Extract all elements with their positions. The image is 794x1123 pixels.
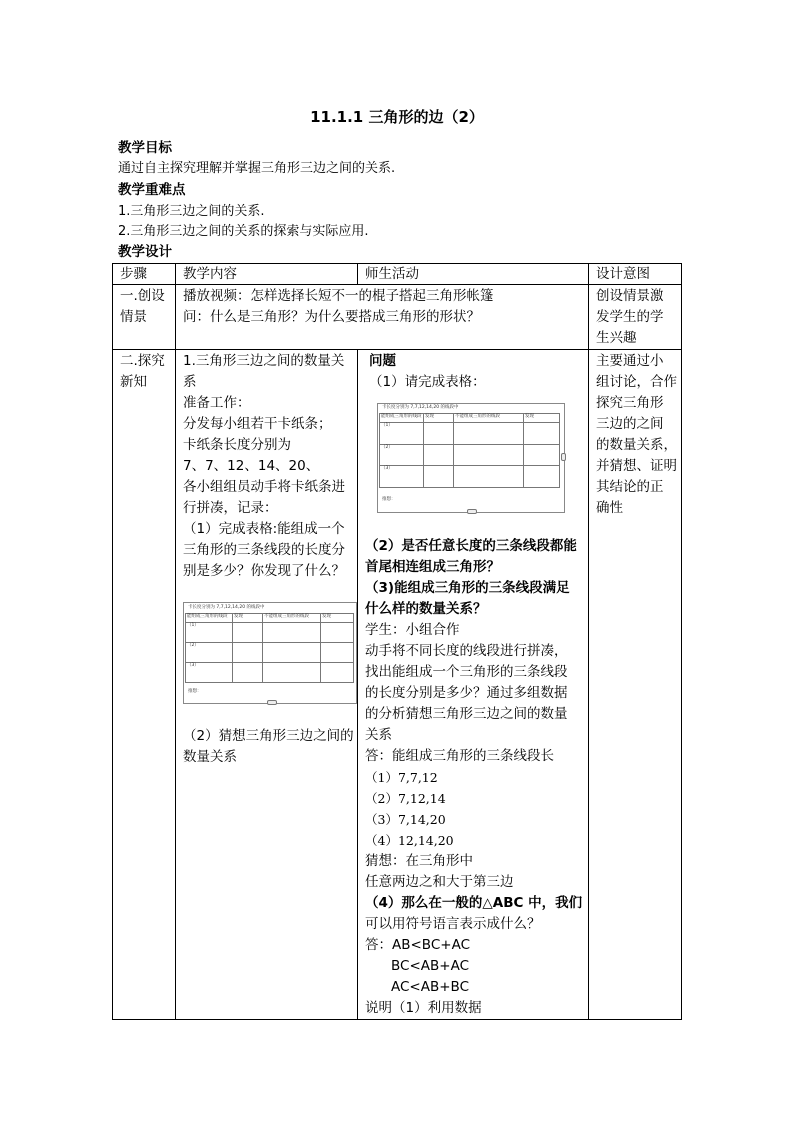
cell-line: 组讨论，合作: [596, 374, 677, 390]
mini-footer: 推想：: [188, 689, 202, 694]
mini-caption: 卡长度分别为 7,7,12,14,20 的线段中: [382, 405, 459, 410]
mini-cell: [233, 623, 263, 643]
goal-text: 通过自主探究理解并掌握三角形三边之间的关系.: [118, 161, 396, 176]
resize-handle-icon: [467, 509, 477, 514]
table-row: [113, 350, 682, 1020]
mini-footer: 推想：: [382, 497, 396, 502]
mini-cell: [263, 643, 321, 663]
mini-cell: [524, 444, 560, 466]
cell-line: 关系: [365, 727, 392, 743]
mini-cell: [263, 623, 321, 643]
mini-cell: [321, 623, 354, 643]
design-heading: 教学设计: [118, 244, 172, 260]
mini-cell: [424, 423, 454, 445]
mini-cell: [454, 466, 524, 488]
cell-line: （2）是否任意长度的三条线段都能: [365, 538, 577, 554]
mini-cell: （2）: [186, 643, 233, 663]
inequality-line: 答：AB<BC+AC: [365, 937, 470, 953]
cell-line: （1）请完成表格：: [369, 374, 486, 390]
cell-line: 说明（1）利用数据: [365, 1000, 482, 1016]
cell-line: 新知: [120, 374, 147, 390]
cell-line: 生兴趣: [596, 330, 637, 346]
mini-cell: [233, 643, 263, 663]
cell-line: 别是多少？你发现了什么？: [183, 563, 345, 579]
cell-line: 其结论的正: [596, 479, 664, 495]
cell-line: 学生：小组合作: [365, 622, 460, 638]
header-activity: 师生活动: [358, 264, 589, 285]
mini-table: [379, 413, 560, 488]
mini-cell: [454, 444, 524, 466]
key-item: 1.三角形三边之间的关系.: [118, 204, 265, 219]
mini-cell: [454, 423, 524, 445]
mini-header: 不能组成三角形的线段: [263, 614, 321, 623]
cell-line: 答：能组成三角形的三条线段长: [365, 748, 554, 764]
cell-line: 可以用符号语言表示成什么？: [365, 916, 541, 932]
resize-handle-icon: [561, 453, 566, 461]
mini-header: 不能组成三角形的线段: [454, 414, 524, 423]
step-cell: [113, 285, 176, 350]
cell-line: 情景: [120, 309, 147, 325]
cell-line: 创设情景激: [596, 288, 664, 304]
cell-line: 探究三角形: [596, 395, 664, 411]
cell-line: 猜想：在三角形中: [365, 853, 473, 869]
cell-line: 主要通过小: [596, 353, 664, 369]
cell-line: （1）完成表格:能组成一个: [183, 521, 345, 537]
cell-line: （3)能组成三角形的三条线段满足: [365, 580, 570, 596]
cell-line: 三角形的三条线段的长度分: [183, 542, 345, 558]
cell-line: 分发每小组若干卡纸条；: [183, 416, 332, 432]
cell-line: 并猜想、证明: [596, 458, 677, 474]
inequality-line: BC<AB+AC: [391, 958, 469, 974]
mini-cell: [263, 663, 321, 683]
mini-header: 发现: [424, 414, 454, 423]
key-heading: 教学重难点: [118, 182, 186, 198]
mini-cell: （2）: [380, 444, 424, 466]
mini-header: 能组成三角形的线段: [186, 614, 233, 623]
cell-line: 一.创设: [120, 288, 165, 304]
mini-cell: （3）: [186, 663, 233, 683]
cell-line: 1.三角形三边之间的数量关: [183, 353, 345, 369]
cell-line: 行拼凑，记录：: [183, 500, 278, 516]
lesson-design-table: [112, 263, 682, 1020]
mini-header: 发现: [321, 614, 354, 623]
mini-cell: [233, 663, 263, 683]
cell-line: （2）猜想三角形三边之间的: [183, 728, 354, 744]
question-heading: 问题: [369, 353, 396, 369]
cell-line: 卡纸条长度分别为: [183, 437, 291, 453]
table-row: [113, 285, 682, 350]
cell-line: 各小组组员动手将卡纸条进: [183, 479, 345, 495]
cell-line: 什么样的数量关系？: [365, 601, 487, 617]
cell-line: 数量关系: [183, 749, 237, 765]
mini-cell: [424, 444, 454, 466]
key-item: 2.三角形三边之间的关系的探索与实际应用.: [118, 224, 369, 239]
cell-line: 发学生的学: [596, 309, 664, 325]
cell-line: 首尾相连组成三角形？: [365, 559, 500, 575]
record-table-image: [377, 393, 567, 528]
header-content: 教学内容: [176, 264, 358, 285]
intent-cell: [589, 350, 682, 1020]
content-cell: [176, 285, 589, 350]
record-table-image: [183, 588, 355, 718]
mini-header: 发现: [524, 414, 560, 423]
header-intent: 设计意图: [589, 264, 682, 285]
answer-line: （3）7,14,20: [365, 812, 446, 827]
mini-caption: 卡长度分别为 7,7,12,14,20 的线段中: [188, 605, 265, 610]
activity-cell: [358, 350, 589, 1020]
mini-cell: （1）: [186, 623, 233, 643]
intent-cell: [589, 285, 682, 350]
cell-line: 三边的之间: [596, 416, 664, 432]
cell-line: 二.探究: [120, 353, 165, 369]
inequality-line: AC<AB+BC: [391, 979, 469, 995]
goal-heading: 教学目标: [118, 140, 172, 156]
cell-line: （4）那么在一般的△ABC 中，我们: [365, 895, 583, 911]
cell-line: 确性: [596, 500, 623, 516]
mini-header: 发现: [233, 614, 263, 623]
table-header-row: [113, 264, 682, 285]
cell-line: 动手将不同长度的线段进行拼凑，: [365, 643, 568, 659]
cell-line: 播放视频：怎样选择长短不一的棍子搭起三角形帐篷: [183, 288, 494, 304]
mini-cell: [321, 663, 354, 683]
mini-table: [185, 613, 354, 683]
mini-cell: [524, 466, 560, 488]
mini-cell: （3）: [380, 466, 424, 488]
mini-cell: [524, 423, 560, 445]
mini-cell: （1）: [380, 423, 424, 445]
cell-line: 的长度分别是多少？通过多组数据: [365, 685, 568, 701]
mini-cell: [424, 466, 454, 488]
answer-line: （2）7,12,14: [365, 791, 446, 806]
cell-line: 的数量关系，: [596, 437, 677, 453]
answer-line: （4）12,14,20: [365, 833, 454, 848]
cell-line: 问：什么是三角形？为什么要搭成三角形的形状？: [183, 309, 480, 325]
mini-header: 能组成三角形的线段: [380, 414, 424, 423]
content-cell: [176, 350, 358, 1020]
cell-line: 任意两边之和大于第三边: [365, 874, 514, 890]
cell-line: 准备工作：: [183, 395, 251, 411]
cell-line: 系: [183, 374, 197, 390]
step-cell: [113, 350, 176, 1020]
resize-handle-icon: [267, 700, 277, 705]
cell-line: 找出能组成一个三角形的三条线段: [365, 664, 568, 680]
cell-line: 7、7、12、14、20、: [183, 458, 320, 474]
page-title: 11.1.1 三角形的边（2）: [310, 108, 484, 126]
answer-line: （1）7,7,12: [365, 770, 438, 785]
mini-cell: [321, 643, 354, 663]
cell-line: 的分析猜想三角形三边之间的数量: [365, 706, 568, 722]
header-step: 步骤: [113, 264, 176, 285]
